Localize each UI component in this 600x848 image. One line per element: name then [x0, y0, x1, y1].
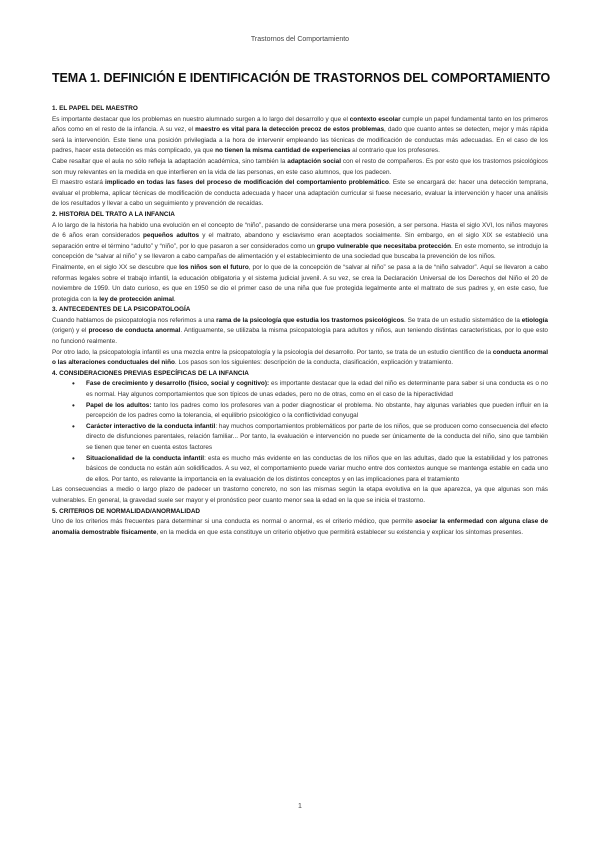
paragraph: Uno de los criterios más frecuentes para determinar si una conducta es normal o anormal, es el criterio médico, que permite asociar la enfermedad con alguna clase de anomalía demostrable físicamente, en la medida en que esta constituye un criterio objetivo que permitirá establecer su existencia y explicar los síntomas presentes.: [52, 518, 548, 536]
paragraph: A lo largo de la historia ha habido una evolución en el concepto de “niño”, pasando de considerarse una mera posesión, a ser persona. Hasta el siglo XVI, los niños mayores de 6 años eran considerados pequeños adultos y el maltrato, abandono y esclavismo eran aceptados socialmente. Sin embargo, en el siglo XIX se estableció una separación entre el término “adulto” y “niño”, por lo que pasaron a ser considerados como un grupo vulnerable que necesitaba protección. En este momento, se introdujo la concepción de “salvar al niño” y se llevaron a cabo campañas de alimentación y el establecimiento de una sociedad que buscaba la prevención de los niños.: [52, 221, 548, 261]
section-heading: 1. EL PAPEL DEL MAESTRO: [52, 105, 138, 112]
list-item: • Carácter interactivo de la conducta infantil: hay muchos comportamientos problemáticos por parte de los niños, que se producen como consecuencia del efecto directo de disfunciones parentales, relación familiar... Por tanto, la evaluación e intervención no puede ser únicamente de la conducta del niño, sino que también se tienen que tener en cuenta estos factores: [86, 422, 548, 454]
document-body: [52, 104, 548, 538]
list-item: • Situacionalidad de la conducta infantil: esta es mucho más evidente en las conductas de los niños que en las adultas, dado que la estabilidad y los patrones básicos de conducta no están aún solidificados. A su vez, el comportamiento puede variar mucho entre dos contextos aunque se mantenga estable en cada uno de ellos. Por tanto, es relevante la importancia en la evaluación de los distintos conceptos y en las implicaciones para el tratamiento: [86, 454, 548, 486]
paragraph: Es importante destacar que los problemas en nuestro alumnado surgen a lo largo del desarrollo y que el contexto escolar cumple un papel fundamental tanto en los primeros años como en el resto de la infancia. A su vez, el maestro es vital para la detección precoz de estos problemas, dado que cuanto antes se detecten, mejor y más rápida será la intervención. Este tiene una posición privilegiada a la hora de intervenir empleando las técnicas de modificación de conductas más adecuadas. En el caso de los padres, hacer esta detección es más complicado, ya que no tienen la misma cantidad de experiencias al contrario que los profesores.: [52, 115, 549, 155]
section-heading: 3. ANTECEDENTES DE LA PSICOPATOLOGÍA: [52, 306, 191, 314]
paragraph: Finalmente, en el siglo XX se descubre que los niños son el futuro, por lo que de la concepción de “salvar al niño” se pasa a la de “niño salvador”. Aquí se llevaron a cabo reformas legales sobre el trabajo infantil, la educación obligatoria y el sistema judicial juvenil. A su vez, se crea la Declaración Universal de los Derechos del Niño el 20 de noviembre de 1959. Un dato curioso, es que en 1950 se dio el primer caso de una niña que fue protegida legalmente ante el maltrato de sus padres y, en este caso, fue protegida con la ley de protección animal.: [52, 263, 548, 303]
bullet-list: [52, 379, 548, 485]
page-number: 1: [298, 803, 302, 810]
running-header: Trastornos del Comportamiento: [250, 36, 350, 43]
list-item: • Fase de crecimiento y desarrollo (físico, social y cognitivo): es importante destacar que la edad del niño es determinante para saber si una conducta es o no es normal. Hay algunos comportamientos que son típicos de unas edades, pero no de otras, como en el caso de la hiperactividad: [86, 379, 548, 400]
page-title: TEMA 1. DEFINICIÓN E IDENTIFICACIÓN DE TRASTORNOS DEL COMPORTAMIENTO: [52, 71, 551, 85]
paragraph: Cuando hablamos de psicopatología nos referimos a una rama de la psicología que estudia los trastornos psicológicos. Se trata de un estudio sistemático de la etiología (origen) y el proceso de conducta anormal. Antiguamente, se utilizaba la misma psicopatología para adultos y niños, aun teniendo distintas características, por lo que esto no funcionó realmente.: [52, 316, 548, 346]
paragraph: El maestro estará implicado en todas las fases del proceso de modificación del comportamiento problemático. Este se encargará de: hacer una detección temprana, evaluar el problema, aplicar técnicas de modificación de conducta adecuada y hacer una adaptación curricular si fuese necesario, evaluar la intervención y hacer una análisis de los resultados y llevar a cabo un seguimiento y prevención de recaídas.: [52, 179, 548, 208]
section-heading: 5. CRITERIOS DE NORMALIDAD/ANORMALIDAD: [52, 507, 201, 515]
section-heading: 2. HISTORIA DEL TRATO A LA INFANCIA: [52, 210, 175, 218]
paragraph: Las consecuencias a medio o largo plazo de padecer un trastorno concreto, no son las mismas según la etapa evolutiva en la que aparezca, ya que algunas son más vulnerables. En general, la gravedad suele ser mayor y el pronóstico peor cuanto menor sea la edad en la que se inicia el trastorno.: [52, 486, 548, 504]
paragraph: Cabe resaltar que el aula no sólo refleja la adaptación académica, sino también la adaptación social con el resto de compañeros. Es por esto que los trastornos psicológicos son muy relevantes en la medida en que interfieren en la vida de las personas, en este caso alumnos, que los padecen.: [52, 157, 548, 176]
paragraph: Por otro lado, la psicopatología infantil es una mezcla entre la psicopatología y la psicología del desarrollo. Por tanto, se trata de un estudio científico de la conducta anormal o las alteraciones conductuales del niño. Los pasos son los siguientes: descripción de la conducta, clasificación, explicación y tratamiento.: [52, 348, 548, 367]
section-heading: 4. CONSIDERACIONES PREVIAS ESPECÍFICAS DE LA INFANCIA: [52, 369, 249, 377]
list-item: • Papel de los adultos: tanto los padres como los profesores van a poder diagnosticar el problema. No obstante, hay algunas variables que pueden influir en la percepción de los padres como la tolerancia, el equilibrio psicológico o la conflictividad conyugal: [86, 401, 548, 422]
